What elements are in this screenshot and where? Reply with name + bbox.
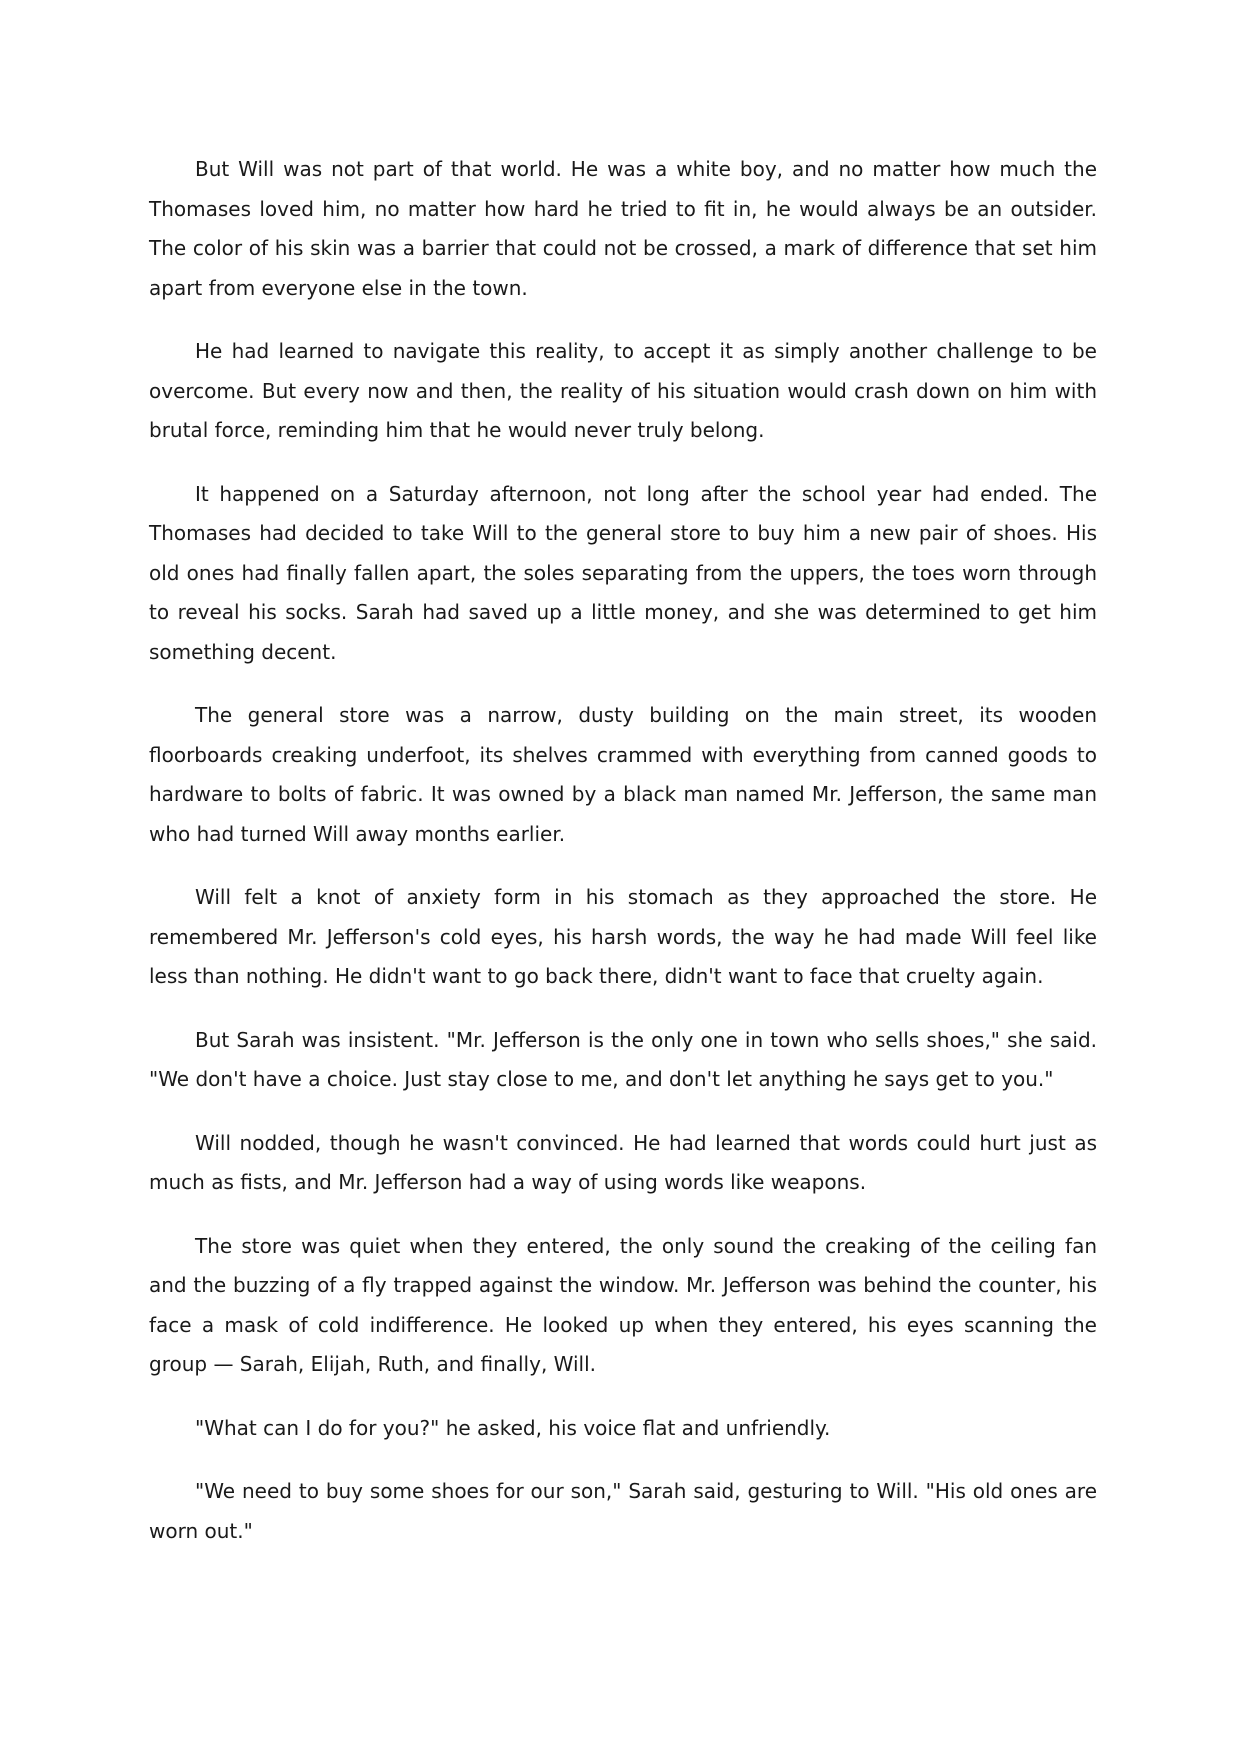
paragraph: But Sarah was insistent. "Mr. Jefferson is the only one in town who sells shoes," she said. "We don't have a choice. Just stay close to me, and don't let anything he says get to you."	[149, 1027, 1097, 1091]
paragraph: "What can I do for you?" he asked, his voice flat and unfriendly.	[195, 1415, 831, 1440]
document-page	[149, 150, 1097, 1575]
paragraph: The general store was a narrow, dusty building on the main street, its wooden floorboards creaking underfoot, its shelves crammed with everything from canned goods to hardware to bolts of fabric. It was owned by a black man named Mr. Jefferson, the same man who had turned Will away months earlier.	[149, 703, 1097, 846]
paragraph: Will felt a knot of anxiety form in his stomach as they approached the store. He remembered Mr. Jefferson's cold eyes, his harsh words, the way he had made Will feel like less than nothing. He didn't want to go back there, didn't want to face that cruelty again.	[149, 885, 1097, 988]
paragraph: "We need to buy some shoes for our son," Sarah said, gesturing to Will. "His old ones are worn out."	[149, 1479, 1097, 1543]
paragraph: It happened on a Saturday afternoon, not long after the school year had ended. The Thomases had decided to take Will to the general store to buy him a new pair of shoes. His old ones had finally fallen apart, the soles separating from the uppers, the toes worn through to reveal his socks. Sarah had saved up a little money, and she was determined to get him something decent.	[149, 481, 1097, 664]
paragraph: Will nodded, though he wasn't convinced. He had learned that words could hurt just as much as fists, and Mr. Jefferson had a way of using words like weapons.	[149, 1130, 1097, 1194]
paragraph: The store was quiet when they entered, the only sound the creaking of the ceiling fan and the buzzing of a fly trapped against the window. Mr. Jefferson was behind the counter, his face a mask of cold indifference. He looked up when they entered, his eyes scanning the group — Sarah, Elijah, Ruth, and finally, Will.	[149, 1233, 1097, 1376]
paragraph: He had learned to navigate this reality, to accept it as simply another challenge to be overcome. But every now and then, the reality of his situation would crash down on him with brutal force, reminding him that he would never truly belong.	[149, 339, 1097, 442]
paragraph: But Will was not part of that world. He was a white boy, and no matter how much the Thomases loved him, no matter how hard he tried to fit in, he would always be an outsider. The color of his skin was a barrier that could not be crossed, a mark of difference that set him apart from everyone else in the town.	[149, 157, 1097, 300]
